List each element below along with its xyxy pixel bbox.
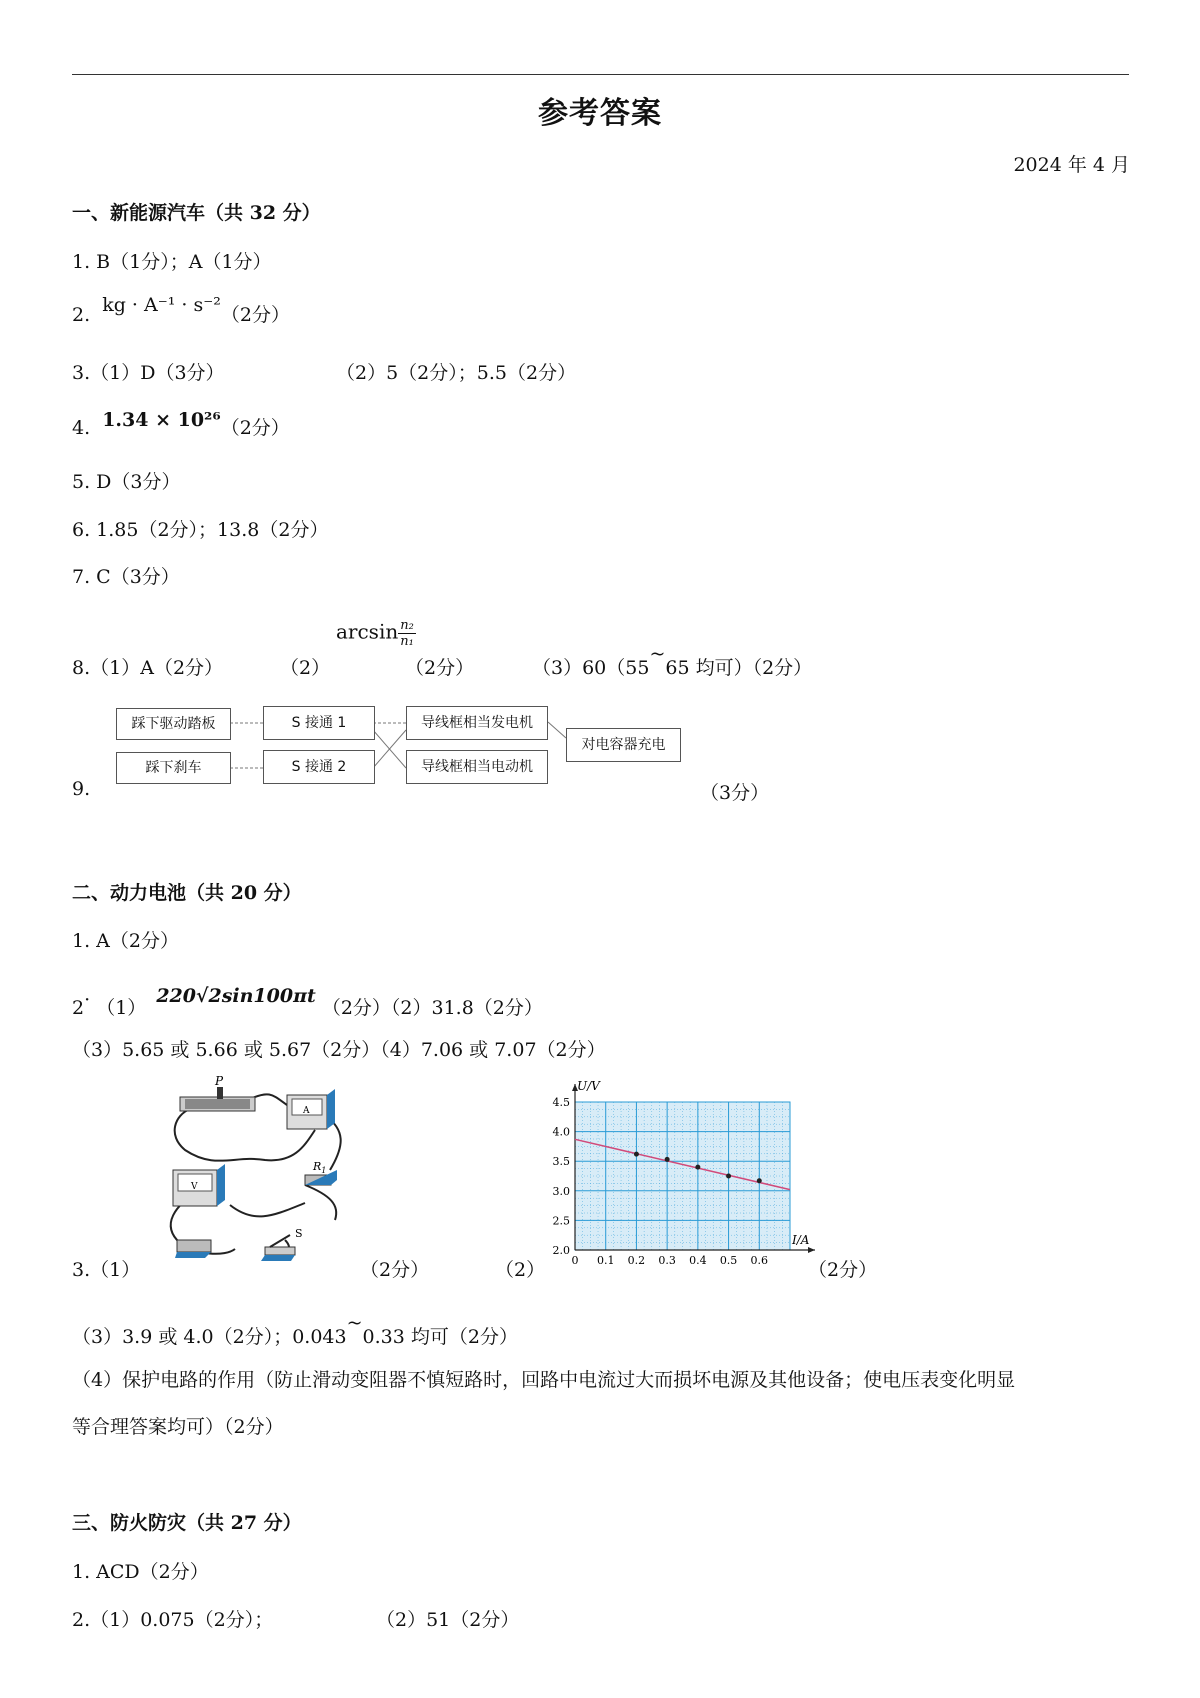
plot-background bbox=[575, 1102, 790, 1250]
dot: · bbox=[84, 989, 91, 1011]
s1-q7: 7. C（3分） bbox=[72, 566, 180, 588]
s1-q9-score: （3分） bbox=[700, 782, 770, 804]
y-tick-label: 4.5 bbox=[552, 1096, 570, 1109]
u-i-chart bbox=[540, 1072, 820, 1272]
unit-formula: kg · A⁻¹ · s⁻² bbox=[102, 294, 221, 316]
wire bbox=[230, 1203, 305, 1216]
fraction-numerator: n₂ bbox=[400, 618, 414, 633]
part3-end: 65 均可）（2分） bbox=[665, 657, 813, 679]
x-tick-label: 0.3 bbox=[658, 1254, 676, 1267]
x-axis-arrow bbox=[808, 1247, 815, 1253]
part3-start: （3）3.9 或 4.0（2分）；0.043 bbox=[72, 1326, 347, 1348]
q-number: 4. bbox=[72, 417, 91, 439]
s1-q3-part1: 3.（1）D（3分） bbox=[72, 362, 225, 384]
label-r: $R_1$ bbox=[313, 1160, 327, 1175]
circuit-diagram bbox=[155, 1075, 370, 1265]
s2-q3-part4-line2: 等合理答案均可）（2分） bbox=[72, 1416, 284, 1438]
data-point bbox=[634, 1152, 639, 1157]
flow-box-s1: S 接通 1 bbox=[263, 706, 375, 740]
wire bbox=[305, 1185, 336, 1220]
s2-q3-part3 bbox=[72, 1312, 518, 1349]
y-tick-label: 2.5 bbox=[552, 1214, 570, 1228]
voltmeter bbox=[173, 1164, 225, 1206]
x-tick-label: 0.5 bbox=[719, 1254, 738, 1267]
flow-box-s2: S 接通 2 bbox=[263, 750, 375, 784]
section-3-heading: 三、防火防灾（共 27 分） bbox=[72, 1512, 302, 1534]
s1-q1: 1. B（1分）；A（1分） bbox=[72, 251, 272, 273]
x-tick-label: 0.4 bbox=[689, 1254, 707, 1267]
s1-q3-part2: （2）5（2分）；5.5（2分） bbox=[336, 362, 577, 384]
s1-q8-part2-label: （2） bbox=[280, 657, 331, 679]
section-1-heading: 一、新能源汽车（共 32 分） bbox=[72, 202, 321, 224]
s1-q6: 6. 1.85（2分）；13.8（2分） bbox=[72, 519, 329, 541]
flow-box-capacitor: 对电容器充电 bbox=[566, 728, 681, 762]
data-point bbox=[757, 1178, 762, 1183]
fraction bbox=[398, 618, 416, 649]
s2-q3-part2-label: （2） bbox=[495, 1259, 546, 1281]
battery bbox=[175, 1240, 211, 1258]
s1-q8-part1: 8.（1）A（2分） bbox=[72, 657, 224, 679]
top-rule bbox=[72, 74, 1129, 75]
s3-q2-part1: 2.（1）0.075（2分）； bbox=[72, 1609, 274, 1631]
date: 2024 年 4 月 bbox=[1013, 154, 1130, 176]
part1-score-part2: （2分）（2）31.8（2分） bbox=[321, 997, 543, 1019]
s2-q2-parts34: （3）5.65 或 5.66 或 5.67（2分）（4）7.06 或 7.07（2分） bbox=[72, 1039, 606, 1061]
s1-q5: 5. D（3分） bbox=[72, 471, 181, 493]
arcsin-text: arcsin bbox=[336, 619, 399, 644]
y-tick-label: 2.0 bbox=[552, 1244, 570, 1257]
flow-box-motor: 导线框相当电动机 bbox=[406, 750, 548, 784]
section-2-heading: 二、动力电池（共 20 分） bbox=[72, 882, 302, 904]
s2-q1: 1. A（2分） bbox=[72, 930, 179, 952]
s2-q3-part4-line1: （4）保护电路的作用（防止滑动变阻器不慎短路时，回路中电流过大而损坏电源及其他设备；使电压表变化明显 bbox=[72, 1369, 1016, 1391]
flow-box-pedal: 踩下驱动踏板 bbox=[116, 708, 231, 740]
q-number: 2. bbox=[72, 304, 91, 326]
data-point bbox=[695, 1165, 700, 1170]
power-formula: 1.34 × 10²⁶ bbox=[102, 409, 221, 431]
data-point bbox=[665, 1157, 670, 1162]
s1-q2 bbox=[72, 294, 290, 327]
part3-end: 0.33 均可（2分） bbox=[362, 1326, 518, 1348]
voltage-formula: 220√2sin100πt bbox=[156, 985, 316, 1007]
wire bbox=[250, 1094, 287, 1105]
s1-q9-number: 9. bbox=[72, 778, 91, 800]
tilde: ~ bbox=[649, 643, 666, 665]
arcsin-formula bbox=[336, 618, 416, 649]
s1-q8-score: （2分） bbox=[405, 657, 475, 679]
s2-q3-score1: （2分） bbox=[360, 1259, 430, 1281]
y-tick-label: 3.0 bbox=[552, 1184, 570, 1198]
switch bbox=[261, 1235, 295, 1261]
connector-line bbox=[548, 722, 566, 738]
s2-q2 bbox=[72, 985, 543, 1020]
x-tick-label: 0.2 bbox=[627, 1254, 646, 1267]
x-axis-label: I/A bbox=[792, 1233, 810, 1247]
tilde: ~ bbox=[346, 1312, 363, 1334]
rheostat bbox=[180, 1087, 255, 1111]
score: （2分） bbox=[220, 304, 290, 326]
s1-q8-part3 bbox=[532, 643, 813, 680]
s2-q3-number: 3.（1） bbox=[72, 1259, 141, 1281]
s3-q2-part2: （2）51（2分） bbox=[376, 1609, 520, 1631]
y-tick-label: 4.0 bbox=[552, 1125, 570, 1139]
x-tick-label: 0 bbox=[571, 1254, 579, 1267]
label-s: S bbox=[295, 1227, 303, 1240]
label-p: P bbox=[215, 1075, 224, 1088]
y-axis-label: U/V bbox=[577, 1079, 600, 1093]
data-point bbox=[726, 1174, 731, 1179]
flow-box-generator: 导线框相当发电机 bbox=[406, 706, 548, 740]
label-v: V bbox=[191, 1182, 198, 1192]
part3-start: （3）60（55 bbox=[532, 657, 650, 679]
y-tick-label: 3.5 bbox=[552, 1155, 570, 1169]
s3-q1: 1. ACD（2分） bbox=[72, 1561, 209, 1583]
s2-q3-score2: （2分） bbox=[808, 1259, 878, 1281]
x-tick-label: 0.6 bbox=[750, 1254, 769, 1267]
s1-q4 bbox=[72, 409, 290, 440]
page-title: 参考答案 bbox=[538, 96, 662, 131]
ammeter bbox=[287, 1089, 335, 1129]
x-tick-label: 0.1 bbox=[596, 1254, 615, 1267]
score: （2分） bbox=[220, 417, 290, 439]
fraction-denominator: n₁ bbox=[400, 634, 414, 649]
q-number: 2 bbox=[72, 997, 85, 1019]
part1-label: （1） bbox=[96, 997, 147, 1019]
label-a: A bbox=[303, 1106, 310, 1116]
flow-box-brake: 踩下刹车 bbox=[116, 752, 231, 784]
